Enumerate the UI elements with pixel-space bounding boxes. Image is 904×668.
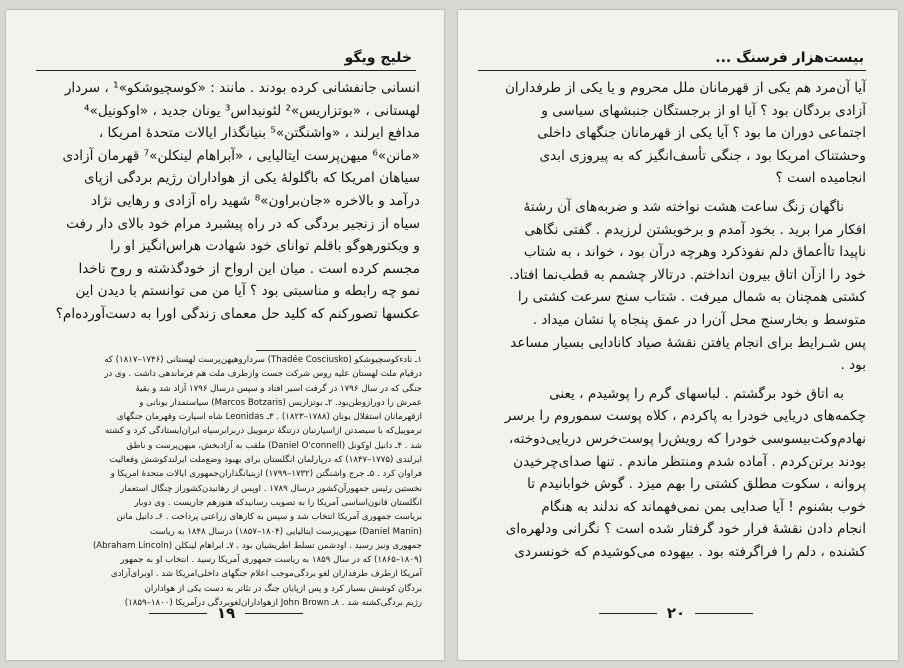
body-line: انسانی جانفشانی کرده بودند . مانند : «کوسچیوشکو»¹ ، سردار <box>64 80 420 96</box>
right-body-text <box>478 77 866 563</box>
left-page <box>6 10 444 660</box>
left-page-number: ۱۹ <box>126 603 326 623</box>
body-line: پس شـرایط برای انجام یافتن نقشهٔ صیاد کانادایی بسیار مساعد <box>510 334 866 351</box>
body-line: ناپیدا تاأعماق دلم نفوذکرد وهرچه درآن بود ، خواند ، به شتاب <box>523 244 866 261</box>
footnote-line: عمرش را دورازوطن‌بود. ۲ـ بوتزاریس (Marcos Botzaris) سیاستمدار یونانی و <box>139 397 422 408</box>
footnote-line: ترموپیل‌که با سیصدتن ازاسپارتیان درتنگهٔ ترموپیل دربرابرسپاه ایران‌ایستادگی کرد و کشته <box>104 426 422 437</box>
body-line: آیا آن‌مرد هم یکی از قهرمانان ملل محروم و یا یکی از طرفداران <box>504 80 866 96</box>
body-line: ناگهان زنگ ساعت هشت نواخته شد و ضربه‌های آن رشتهٔ <box>523 198 844 215</box>
body-line: آزادی بردگان بود ؟ آیا او از برجستگان جنبشهای سیاسی و <box>541 102 866 119</box>
footnote-line: ازقهرمانان استقلال یونان (۱۷۸۸–۱۸۲۳) . ۳ـ Leonidas شاه اسپارت وقهرمان جنگهای <box>116 412 422 423</box>
body-line: سیاهان امریکا که باگلولهٔ یکی از هواداران رژیم بردگی ازپای <box>83 170 420 187</box>
body-line: بودند برتن‌کردم . آماده شدم ومنتظر ماندم . تنها صدای‌چرخیدن <box>513 453 866 470</box>
body-line: انجام دادن نقشهٔ فرار خود گرفتار شده است ؟ نگرانی ودلهره‌ای <box>505 521 866 538</box>
left-footnotes <box>32 353 422 610</box>
body-line: چکمه‌های دریایی خودرا به پاکردم ، کلاه پوست سموروم را برسر <box>504 408 866 425</box>
body-line: لهستانی ، «بوتزاریس»² لئونیداس³ یونان جدید ، «اوکونیل»⁴ <box>84 102 420 119</box>
footnote-line: جمهوری ونیز رسید . اودشمن تسلط اطریشیان بود . ۷ـ ابراهام لینکلن (Abraham Lincoln) <box>92 540 422 551</box>
body-line: اجتماعی دوران ما بود ؟ آیا یکی از قهرمانان جنگهای داخلی <box>537 125 866 142</box>
body-line: نمو چه رابطه و مناسبتی بود ؟ آیا من می توانستم با دیدن این <box>75 283 420 300</box>
body-line: درآمد و بالاخره «جان‌براون»⁸ شهید راه آزادی و رهایی نژاد <box>90 192 420 209</box>
body-line: خوب بشنوم ! آیا صدایی بمن نمی‌فهماند که ندلند به هنگام <box>541 498 866 515</box>
right-page-number: ۲۰ <box>576 603 776 623</box>
footnote-line: انگلستان قانون‌اساسی آمریکا را به تصویب رسانیدکه هنوزهم جاریست . وی دوبار <box>134 497 422 508</box>
body-line: افکار مرا برید . بخود آمدم و برخویشتن لرزیدم . گفتی نگاهی <box>524 221 866 238</box>
body-line: کشتی همچنان به شمال میرفت . شتاب سنج سرعت کشتی را <box>517 289 866 306</box>
footnote-line: جنگی که در سال ۱۷۹۶ در گرفت اسیر افتاد و سپس درسال ۱۷۹۶ آزاد شد و بقیهٔ <box>135 383 422 394</box>
body-line: «مانن»⁶ میهن‌پرست ایتالیایی ، «آبراهام لینکلن»⁷ قهرمان آزادی <box>62 147 420 164</box>
footnote-line: (Daniel Manin) میهن‌پرست ایتالیایی (۱۸۰۴–۱۸۵۷) درسال ۱۸۴۸ به ریاست <box>149 526 422 537</box>
body-line: خود را ازآن اتاق بیرون انداختم. درتالار چشمم به قطب‌نما افتاد. <box>509 266 866 283</box>
body-line: انجامیده است ؟ <box>775 170 866 187</box>
body-line: متوسط و بخارسنج محل آن‌را در عمق پنجاه پا نشان میداد . <box>532 311 866 328</box>
footnote-line: شد . ۴ـ دانیل اوکونل (Daniel O'connell) ملقب به آزادبخش، میهن‌پرست و ناطق <box>126 440 422 451</box>
body-line: کشنده ، دلم را فراگرفته بود . بیهوده می‌کوشیدم که خونسردی <box>514 543 866 560</box>
right-paragraph-2 <box>478 196 866 377</box>
footnote-line: ایرلندی (۱۷۷۵–۱۸۴۷) که درپارلمان انگلستان برای بهبود وضع‌ملت ایرلندکوشش وفعالیت <box>109 455 422 466</box>
right-paragraph-3 <box>478 383 866 564</box>
body-line: مجسم کرده است . میان این ارواح از خودگذشته و روح ناخدا <box>78 260 420 277</box>
left-body-text <box>36 77 420 326</box>
right-header-rule <box>478 70 866 71</box>
footnote-line: نخستین رئیس جمهورآن‌کشور درسال ۱۷۸۹ . اوپس از رهانیدن‌کشوراز چنگال استعمار <box>120 483 422 494</box>
left-footnote-rule <box>256 350 416 351</box>
body-line: سیاه از زنجیر بردگی که در راه پیشبرد مرام خود بالای دار رفت <box>66 215 420 232</box>
footnote-line: بردگان کوشش بسیار کرد و پس ازپایان جنگ در تئاتر به دست یکی از هواداران <box>144 583 422 594</box>
footnote-line: آمریکا ازطرف طرفداران لغو بردگی‌موجب اعلام جنگهای داخلی‌امریکا شد . اوبرای‌آزادی <box>110 569 422 580</box>
body-line: به اتاق خود برگشتم . لباسهای گرم را پوشیدم ، یعنی <box>549 385 844 402</box>
right-running-header: بیست‌هزار فرسنگ ... <box>715 50 864 66</box>
body-line: و ویکتورهوگو باقلم توانای خود شهادت هراس‌انگیز او را <box>109 238 420 255</box>
left-running-header: خلیج ویگو <box>344 50 412 66</box>
body-line: مدافع ایرلند ، «واشنگتن»⁵ بنیانگذار ایالات متحدهٔ امریکا ، <box>98 125 420 142</box>
right-paragraph-1 <box>478 77 866 190</box>
footnote-line: فراوان کرد . ۵ـ جرج واشنگتن (۱۷۳۲–۱۷۹۹) ازبنیانگذاران‌جمهوری ایالات متحدهٔ امریکا و <box>110 469 422 480</box>
left-header-rule <box>36 70 416 71</box>
footnote-line: بریاست جمهوری آمریکا انتخاب شد و سپس به کارهای زراعتی پرداخت . ۶ـ دانیل مانن <box>116 512 422 523</box>
right-page <box>458 10 898 660</box>
body-line: پروانه ، سکوت مطلق کشتی را بهم میزد . گوش خوابانیدم تا <box>527 476 866 493</box>
footnote-line: ۱ـ تادءکوسچیوشکو (Thadée Cosciusko) سرداروهیهن‌پرست لهستانی (۱۷۴۶–۱۸۱۷) که <box>104 355 422 365</box>
body-line: بود . <box>840 357 866 374</box>
body-line: عکسها تصورکنم که کلید حل معمای زندگی اورا به دست‌آورده‌ام؟ <box>55 305 420 322</box>
footnote-line: درقیام ملت لهستان علیه روس شرکت جست وازطرف ملت هم فرماندهی داشت . وی در <box>104 369 422 380</box>
body-line: وحشتناک امریکا بود ، جنگی تأسف‌انگیز که به پیروزی ابدی <box>539 147 866 164</box>
footnote-line: رژیم بردگی‌کشته شد . ۸ـ John Brown ازهواداران‌لغوبردگی درآمریکا (۱۸۰۰–۱۸۵۹) <box>124 598 422 609</box>
body-line: نهادم‌وکت‌بیسوسی خودرا که رویش‌را پوست‌خرس دریایی‌دوخته، <box>508 430 866 447</box>
footnote-line: (۱۸۰۹–۱۸۶۵) که در سال ۱۸۵۹ به ریاست جمهوری آمریکا رسید . انتخاب او به جمهور <box>120 555 422 566</box>
